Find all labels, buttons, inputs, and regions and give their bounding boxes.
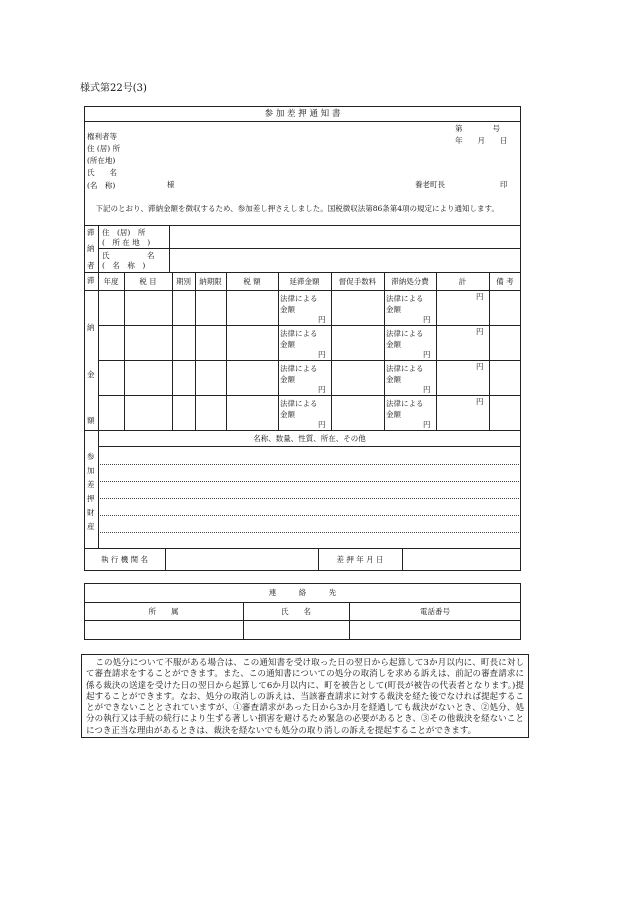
form-number: 様式第22号(3) [80,83,147,94]
legal-amount-note: 法律による 金額 [386,294,424,314]
contact-col-header: 電話番号 [420,606,450,616]
yen-unit: 円 [318,315,326,324]
legal-amount-note: 法律による 金額 [386,399,424,419]
yen-unit: 円 [476,327,484,336]
recipient-label: (所在地) [87,156,116,166]
delinquent-side-label: 滞 納 者 [87,228,95,270]
legal-amount-note: 法律による 金額 [386,364,424,384]
yen-unit: 円 [318,350,326,359]
document-number: 第 号 [455,124,500,133]
yen-unit: 円 [476,292,484,301]
property-header: 名称、数量、性質、所在、その他 [253,433,366,443]
property-side-label: 参 加 差 押 財 産 [87,452,95,532]
issue-date: 年 月 日 [455,136,508,145]
legal-amount-note: 法律による 金額 [280,329,318,349]
col-header: 納期限 [199,276,222,286]
recipient-label: (名 称) [87,180,116,190]
recipient-labels [87,133,120,189]
yen-unit: 円 [423,420,431,429]
form-title: 参 加 差 押 通 知 書 [264,109,341,119]
yen-unit: 円 [318,385,326,394]
delinquent-address-label: 住 (居) 所 ( 所 在 地 ) [102,228,151,247]
col-header: 備 考 [496,276,514,286]
delinquent-name-label: 氏 名 ( 名 称 ) [102,251,155,270]
contact-title: 連 絡 先 [268,588,337,597]
appeal-notice-box [81,654,529,738]
contact-col-header: 所 属 [148,606,179,616]
seizure-date-label: 差 押 年 月 日 [336,555,384,564]
seal-mark: 印 [500,180,508,189]
yen-unit: 円 [476,362,484,371]
col-header: 滞納処分費 [391,276,429,286]
intro-text: 下記のとおり、滞納金額を徴収するため、参加差し押さえしました。国税徴収法第86条第4項の規定により通知します。 [95,204,499,213]
col-header: 延滞金額 [289,276,320,286]
honorific: 様 [167,180,175,189]
yen-unit: 円 [476,397,484,406]
legal-amount-note: 法律による 金額 [280,399,318,419]
issuer-name: 養老町長 [415,180,445,189]
recipient-label: 権利者等 [87,132,117,141]
yen-unit: 円 [423,385,431,394]
contact-col-header: 氏 名 [281,606,311,616]
col-header: 税 額 [243,276,261,286]
recipient-label: 氏 名 [87,168,117,178]
legal-amount-note: 法律による 金額 [280,294,318,314]
agency-label: 執 行 機 関 名 [100,555,149,564]
legal-amount-note: 法律による 金額 [386,329,424,349]
col-header: 年度 [103,276,119,286]
recipient-label: 住 (居) 所 [87,144,121,154]
yen-unit: 円 [423,350,431,359]
yen-unit: 円 [318,420,326,429]
col-header: 期別 [176,276,191,286]
yen-unit: 円 [423,315,431,324]
appeal-notice-text: この処分について不服がある場合は、この通知書を受け取った日の翌日から起算して3か月以内に、町長に対して審査請求をすることができます。また、この通知書についての処分の取消しを求める訴えは、前記の審査請求に係る裁決の送達を受けた日の翌日から起算して6か月以内に、町を被告として(町長が被告の代表者となります。)提起することができます。なお、処分の取消しの訴えは、当該審査請求に対する裁決を経た後でなければ提起することができないこととされていますが、①審査請求があった日から3か月を経過しても裁決がないとき、②処分、処分の執行又は手続の続行により生ずる著しい損害を避けるため緊急の必要があるとき、③その他裁決を経ないことにつき正当な理由があるときは、裁決を経ないでも処分の取り消しの訴えを提起することができます。 [86,658,524,736]
col-header: 督促手数料 [338,276,377,286]
amount-side-label: 滞 納 金 額 [87,276,95,426]
col-header: 計 [458,276,467,286]
legal-amount-note: 法律による 金額 [280,364,318,384]
col-header: 税 目 [139,276,157,286]
